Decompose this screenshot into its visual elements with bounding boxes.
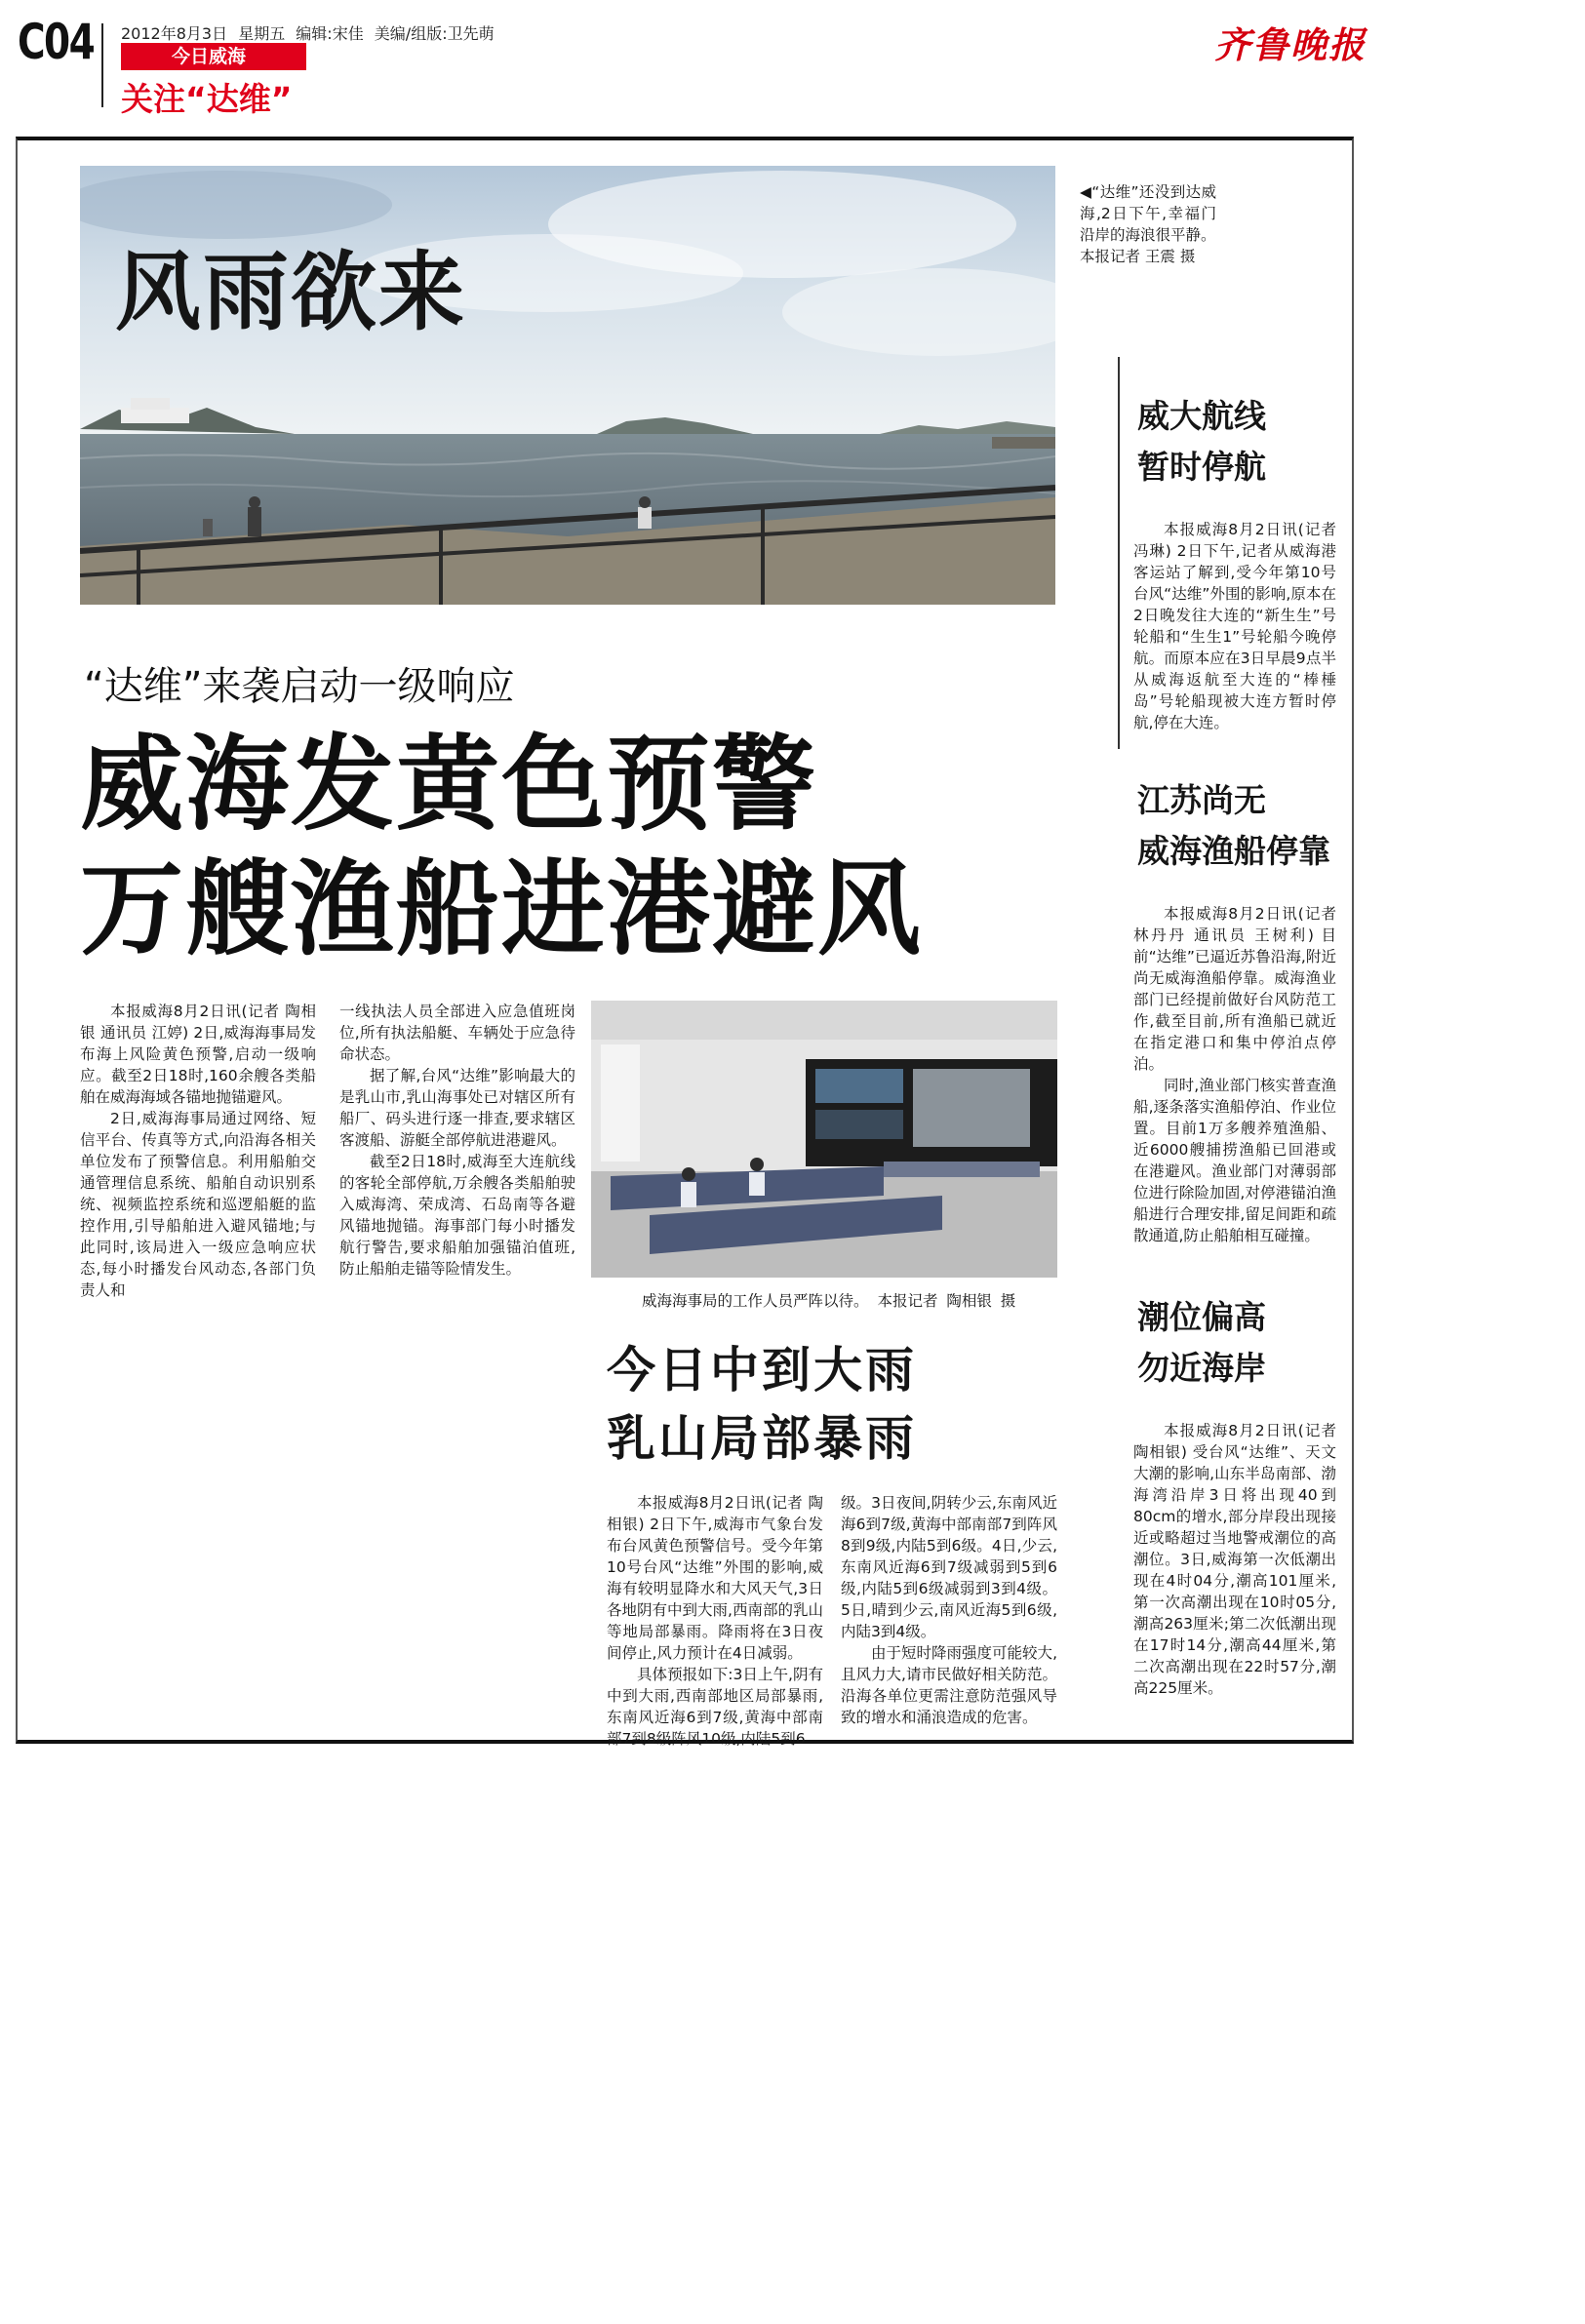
control-room-caption: [642, 1289, 1015, 1311]
section-tab: 今日威海: [121, 43, 306, 70]
main-article-column-1: [80, 1001, 316, 1301]
paragraph: 本报威海8月2日讯(记者 陶相银 通讯员 江婷) 2日,威海海事局发布海上风险黄色预警,启动一级响应。截至2日18时,160余艘各类船舶在威海海域各锚地抛锚避风。: [80, 1003, 316, 1106]
side-story2-headline-line1: 江苏尚无: [1137, 781, 1266, 819]
kicker-headline: “达维”来袭启动一级响应: [84, 664, 515, 709]
section-topic: 关注“达维”: [121, 80, 293, 118]
page-number: C04: [18, 14, 95, 70]
main-headline-line2: 万艘渔船进港避风: [80, 849, 923, 969]
control-room-photo: [591, 1001, 1057, 1278]
issue-weekday: 星期五: [238, 24, 286, 43]
side-story1-headline-line1: 威大航线: [1137, 397, 1266, 435]
paragraph: 本报威海8月2日讯(记者 陶相银) 2日下午,威海市气象台发布台风黄色预警信号。受今年第10号台风“达维”外围的影响,威海有较明显降水和大风天气,3日各地阴有中到大雨,西南部的乳山等地局部暴雨。降雨将在3日夜间停止,风力预计在4日减弱。: [607, 1494, 823, 1662]
photo-caption-text: 威海海事局的工作人员严阵以待。: [642, 1292, 869, 1310]
side-story2-body: [1133, 903, 1336, 1246]
paragraph: 本报威海8月2日讯(记者 陶相银) 受台风“达维”、天文大潮的影响,山东半岛南部、渤海湾沿岸3日将出现40到80cm的增水,部分岸段出现接近或略超过当地警戒潮位的高潮位。3日,威海第一次低潮出现在4时04分,潮高101厘米,第一次高潮出现在10时05分,潮高263厘米;第二次低潮出现在17时14分,潮高44厘米,第二次高潮出现在22时57分,潮高225厘米。: [1133, 1422, 1336, 1697]
side-story3-body: [1133, 1420, 1336, 1699]
main-headline-line1: 威海发黄色预警: [80, 725, 817, 845]
paragraph: 由于短时降雨强度可能较大,且风力大,请市民做好相关防范。沿海各单位更需注意防范强风导致的增水和涌浪造成的危害。: [841, 1644, 1057, 1726]
side-story1-body: [1133, 519, 1336, 733]
weather-article-column-2: [841, 1492, 1057, 1728]
main-article-column-2: [339, 1001, 575, 1280]
issue-date: 2012年8月3日: [121, 24, 228, 43]
issue-meta: [121, 21, 495, 44]
paragraph: 本报威海8月2日讯(记者 冯琳) 2日下午,记者从威海港客运站了解到,受今年第10号台风“达维”外围的影响,原本在2日晚发往大连的“新生生”号轮船和“生生1”号轮船今晚停航。而原本应在3日早晨9点半从威海返航至大连的“棒棰岛”号轮船现被大连方暂时停航,停在大连。: [1133, 521, 1336, 731]
paragraph: 截至2日18时,威海至大连航线的客轮全部停航,万余艘各类船舶驶入威海湾、荣成湾、石岛南等各避风锚地抛锚。海事部门每小时播发航行警告,要求船舶加强锚泊值班,防止船舶走锚等险情发生。: [339, 1153, 575, 1278]
paragraph: 具体预报如下:3日上午,阴有中到大雨,西南部地区局部暴雨,东南风近海6到7级,黄海中部南部7到8级阵风10级,内陆5到6: [607, 1666, 823, 1748]
paragraph: 一线执法人员全部进入应急值班岗位,所有执法船艇、车辆处于应急待命状态。: [339, 1003, 575, 1063]
side-story3-headline-line2: 勿近海岸: [1137, 1349, 1266, 1387]
side-story3-headline-line1: 潮位偏高: [1137, 1298, 1266, 1336]
paragraph: 本报威海8月2日讯(记者 林丹丹 通讯员 王树利) 目前“达维”已逼近苏鲁沿海,附近尚无威海渔船停靠。威海渔业部门已经提前做好台风防范工作,截至目前,所有渔船已就近在指定港口和集中停泊点停泊。: [1133, 905, 1336, 1073]
side-column-rule: [1118, 357, 1120, 749]
photo-caption: [1080, 181, 1216, 267]
paragraph: 同时,渔业部门核实普查渔船,逐条落实渔船停泊、作业位置。目前1万多艘养殖渔船、近6000艘捕捞渔船已回港或在港避风。渔业部门对薄弱部位进行除险加固,对停港锚泊渔船进行合理安排,留足间距和疏散通道,防止船舶相互碰撞。: [1133, 1077, 1336, 1244]
weather-headline-line1: 今日中到大雨: [607, 1342, 917, 1398]
photo-credit: 本报记者 陶相银 摄: [877, 1292, 1016, 1310]
header-divider: [101, 23, 103, 107]
paragraph: 2日,威海海事局通过网络、短信平台、传真等方式,向沿海各相关单位发布了预警信息。利用船舶交通管理信息系统、船舶自动识别系统、视频监控系统和巡逻船艇的监控作用,引导船舶进入避风锚地;与此同时,该局进入一级应急响应状态,每小时播发台风动态,各部门负责人和: [80, 1110, 316, 1299]
photo-credit: 本报记者 王震 摄: [1080, 248, 1196, 265]
weather-article-column-1: [607, 1492, 823, 1750]
weather-headline-line2: 乳山局部暴雨: [607, 1410, 917, 1467]
paragraph: 级。3日夜间,阴转少云,东南风近海6到7级,黄海中部南部7到阵风8到9级,内陆5到6级。4日,少云,东南风近海6到7级减弱到5到6级,内陆5到6级减弱到3到4级。5日,晴到少云,南风近海5到6级,内陆3到4级。: [841, 1494, 1057, 1640]
side-story2-headline-line2: 威海渔船停靠: [1137, 832, 1330, 870]
photo-caption-text: ◀“达维”还没到达威海,2日下午,幸福门沿岸的海浪很平静。: [1080, 183, 1216, 244]
newspaper-masthead: 齐鲁晚报: [1214, 23, 1367, 66]
side-story1-headline-line2: 暂时停航: [1137, 448, 1266, 486]
paragraph: 据了解,台风“达维”影响最大的是乳山市,乳山海事处已对辖区所有船厂、码头进行逐一排查,要求辖区客渡船、游艇全部停航进港避风。: [339, 1067, 575, 1149]
editor-credit: 编辑:宋佳: [296, 24, 364, 43]
photo-title: 风雨欲来: [115, 242, 467, 342]
designer-credit: 美编/组版:卫先萌: [374, 24, 495, 43]
